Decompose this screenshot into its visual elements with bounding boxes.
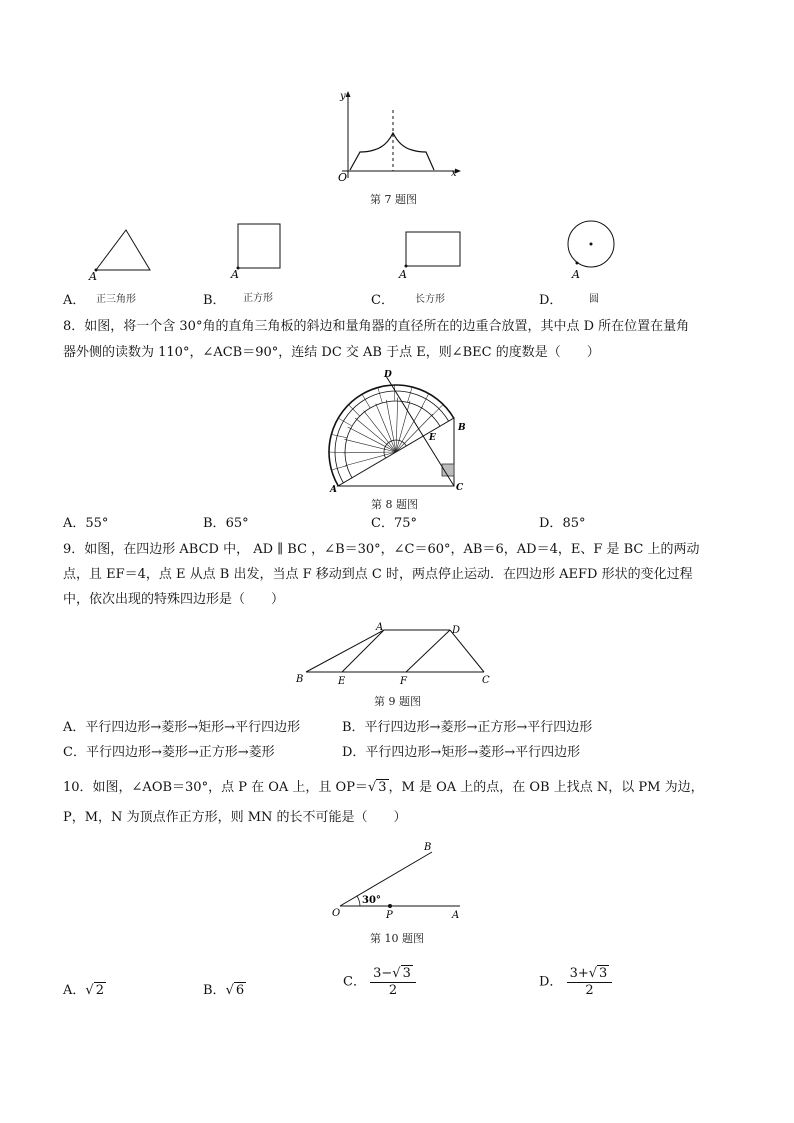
q8-option-a[interactable]: A．55° xyxy=(63,516,109,531)
q7-option-d[interactable]: D． xyxy=(539,293,563,308)
q7-shape-square xyxy=(228,220,288,282)
q9-option-d[interactable]: D．平行四边形→矩形→菱形→平行四边形 xyxy=(342,745,581,760)
svg-text:D: D xyxy=(452,625,461,636)
origin-label: O xyxy=(338,171,348,184)
q9-option-a[interactable]: A．平行四边形→菱形→矩形→平行四边形 xyxy=(63,720,301,735)
svg-text:B: B xyxy=(296,674,304,685)
svg-text:O: O xyxy=(332,908,341,919)
q9-quadrilateral-figure xyxy=(292,620,498,690)
q7-option-d-label: 圆 xyxy=(589,294,599,305)
q8-protractor-figure xyxy=(326,366,470,494)
q10-option-d[interactable]: D． $\frac{3+√ 3}{2}$ xyxy=(539,966,612,999)
svg-text:A: A xyxy=(572,268,580,281)
q9-stem-line3: 中，依次出现的特殊四边形是（ ） xyxy=(63,592,285,607)
q10-option-a[interactable]: A．√ 2 xyxy=(63,983,104,998)
q8-stem-line2: 器外侧的读数为 110°，∠ACB＝90°，连结 DC 交 AB 于点 E，则∠BEC 的度数是（ ） xyxy=(63,345,600,360)
svg-text:D: D xyxy=(384,370,392,380)
q9-caption: 第 9 题图 xyxy=(374,695,421,708)
point-p xyxy=(388,904,392,908)
q8-stem-line1: 8．如图，将一个含 30°角的直角三角板的斜边和量角器的直径所在的边重合放置，其中点 D 所在位置在量角 xyxy=(63,319,690,334)
q7-option-b-label: 正方形 xyxy=(243,293,273,304)
svg-text:A: A xyxy=(231,268,239,281)
svg-text:A: A xyxy=(330,485,337,494)
fraction-c: $\frac{3-√ 3}{2}$ xyxy=(370,966,416,999)
svg-text:30°: 30° xyxy=(362,895,381,906)
q8-caption: 第 8 题图 xyxy=(371,498,418,511)
q10-stem-line1: 10．如图，∠AOB＝30°，点 P 在 OA 上，且 OP＝√ 3 ，M 是 OA 上的点，在 OB 上找点 N，以 PM 为边， xyxy=(63,780,704,795)
segment-dc xyxy=(386,376,454,486)
q10-option-b[interactable]: B．√ 6 xyxy=(203,983,245,998)
q10-stem-line2: P，M，N 为顶点作正方形，则 MN 的长不可能是（ ） xyxy=(63,810,407,825)
q7-option-c[interactable]: C． xyxy=(371,293,394,308)
q10-option-c[interactable]: C． $\frac{3-√ 3}{2}$ xyxy=(343,966,416,999)
q7-caption: 第 7 题图 xyxy=(370,193,417,206)
y-axis-label: y xyxy=(340,91,346,102)
q10-angle-figure xyxy=(328,836,468,924)
q8-option-d[interactable]: D．85° xyxy=(539,516,586,531)
svg-text:E: E xyxy=(429,433,436,443)
q9-stem-line2: 点，且 EF＝4，点 E 从点 B 出发，当点 F 移动到点 C 时，两点停止运动．在四边形 AEFD 形状的变化过程 xyxy=(63,567,693,582)
q7-option-a-label: 正三角形 xyxy=(96,294,136,305)
sqrt-3: √ 3 xyxy=(367,780,387,795)
q9-stem-line1: 9．如图，在四边形 ABCD 中， AD ∥ BC ，∠B＝30°，∠C＝60°，AB＝6，AD＝4，E、F 是 BC 上的两动 xyxy=(63,542,700,557)
x-axis-label: x xyxy=(451,168,457,179)
svg-text:A: A xyxy=(376,622,384,633)
q7-curve xyxy=(350,133,434,170)
q7-option-a[interactable]: A． xyxy=(63,293,86,308)
fraction-d: $\frac{3+√ 3}{2}$ xyxy=(567,966,613,999)
svg-text:C: C xyxy=(456,483,464,493)
svg-text:B: B xyxy=(424,842,432,853)
q7-shape-triangle xyxy=(88,224,158,282)
svg-text:C: C xyxy=(482,675,490,686)
svg-text:F: F xyxy=(400,676,407,687)
q8-option-b[interactable]: B．65° xyxy=(203,516,249,531)
q7-graph xyxy=(330,88,470,184)
q7-shape-rectangle xyxy=(396,228,468,282)
svg-text:P: P xyxy=(386,910,393,921)
q10-caption: 第 10 题图 xyxy=(370,932,424,945)
svg-text:A: A xyxy=(452,910,460,921)
svg-text:A: A xyxy=(399,268,407,281)
q9-option-b[interactable]: B．平行四边形→菱形→正方形→平行四边形 xyxy=(342,720,593,735)
svg-text:E: E xyxy=(338,676,346,687)
q8-option-c[interactable]: C．75° xyxy=(371,516,417,531)
svg-text:A: A xyxy=(89,270,97,282)
q7-option-b[interactable]: B． xyxy=(203,293,226,308)
svg-text:B: B xyxy=(458,423,466,433)
y-arrow xyxy=(346,91,351,97)
q9-option-c[interactable]: C．平行四边形→菱形→正方形→菱形 xyxy=(63,745,275,760)
q7-shape-circle xyxy=(562,216,622,282)
q7-option-c-label: 长方形 xyxy=(415,294,445,305)
